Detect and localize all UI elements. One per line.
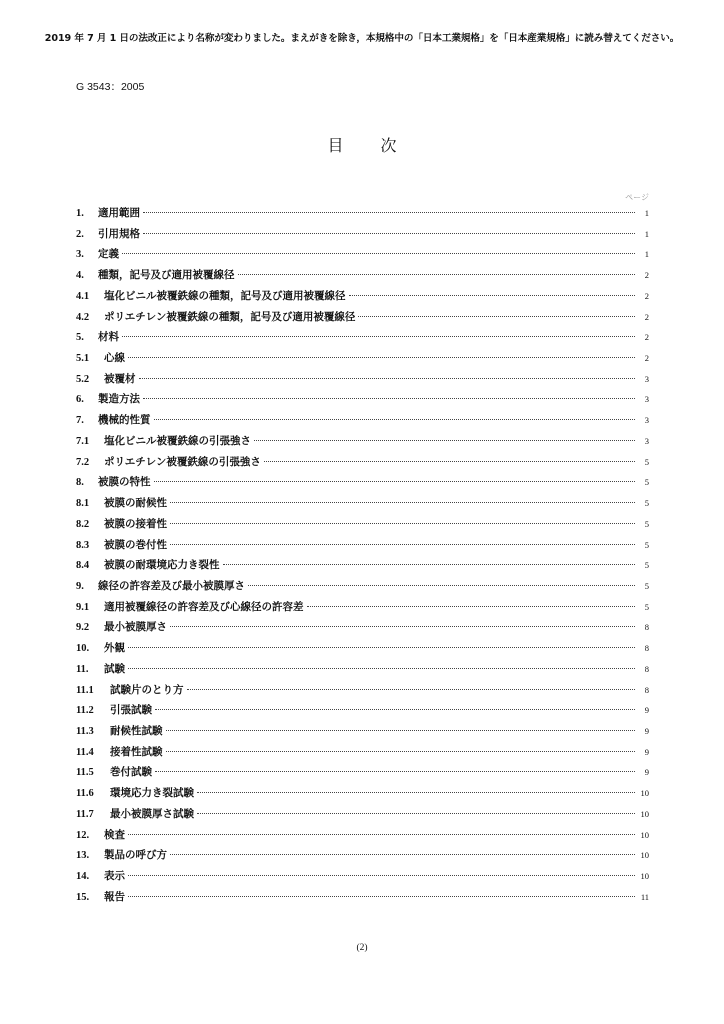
- toc-entry[interactable]: [76, 516, 649, 537]
- toc-entry[interactable]: [76, 371, 649, 392]
- toc-entry-page: 1: [644, 208, 649, 218]
- toc-entry-number: 7.2: [76, 456, 90, 468]
- toc-entry-number: 8.4: [76, 560, 90, 572]
- toc-entry[interactable]: [76, 599, 649, 620]
- toc-entry[interactable]: [76, 785, 649, 806]
- toc-entry[interactable]: [76, 391, 649, 412]
- toc-entry-number: 8.3: [76, 539, 90, 551]
- toc-entry-title: 材料: [98, 331, 119, 344]
- toc-entry[interactable]: [76, 661, 649, 682]
- toc-entry-page: 9: [644, 705, 649, 716]
- toc-leader-dots: [154, 481, 636, 482]
- toc-entry-page: 10: [640, 808, 649, 819]
- toc-entry-title: 外観: [104, 642, 125, 655]
- toc-entry[interactable]: [76, 619, 649, 640]
- toc-entry[interactable]: [76, 827, 649, 848]
- toc-leader-dots: [122, 253, 635, 254]
- toc-leader-dots: [197, 792, 635, 793]
- toc-entry[interactable]: [76, 847, 649, 868]
- toc-entry-number: 12.: [76, 829, 90, 841]
- toc-entry[interactable]: [76, 350, 649, 371]
- toc-entry[interactable]: [76, 744, 649, 765]
- toc-entry-number: 5.2: [76, 373, 90, 385]
- toc-entry-number: 8.2: [76, 518, 90, 530]
- toc-entry-number: 9.2: [76, 622, 90, 634]
- toc-entry-number: 1.: [76, 208, 84, 219]
- toc-entry-page: 5: [644, 498, 649, 509]
- toc-entry-page: 5: [644, 580, 649, 591]
- toc-entry-number: 14.: [76, 871, 90, 882]
- toc-entry-page: 5: [644, 601, 649, 612]
- toc-leader-dots: [170, 523, 635, 524]
- toc-entry-page: 2: [644, 290, 649, 301]
- toc-entry-number: 4.1: [76, 290, 90, 302]
- toc-leader-dots: [128, 875, 635, 876]
- toc-entry-title: 検査: [104, 828, 125, 841]
- toc-leader-dots: [187, 689, 636, 690]
- toc-entry-title: 塩化ビニル被覆鉄線の種類，記号及び適用被覆線径: [104, 289, 346, 302]
- toc-entry-page: 1: [644, 228, 649, 239]
- toc-entry-title: 被膜の耐候性: [104, 497, 167, 510]
- toc-entry-page: 10: [640, 850, 649, 861]
- toc-entry-title: 製品の呼び方: [104, 849, 167, 862]
- toc-leader-dots: [238, 274, 636, 275]
- toc-leader-dots: [307, 606, 636, 607]
- toc-leader-dots: [170, 854, 635, 855]
- toc-entry-title: 適用被覆線径の許容差及び心線径の許容差: [104, 600, 304, 613]
- toc-entry-number: 2.: [76, 228, 84, 240]
- toc-leader-dots: [170, 502, 635, 503]
- toc-leader-dots: [358, 316, 635, 317]
- toc-entry[interactable]: [76, 412, 649, 433]
- toc-entry-number: 11.6: [76, 788, 94, 800]
- toc-entry-title: 適用範囲: [98, 207, 140, 219]
- toc-entry[interactable]: [76, 329, 649, 350]
- toc-entry-number: 8.1: [76, 498, 90, 510]
- toc-entry[interactable]: [76, 267, 649, 288]
- toc-leader-dots: [349, 295, 636, 296]
- toc-entry-title: 種類，記号及び適用被覆線径: [98, 269, 235, 282]
- toc-leader-dots: [166, 730, 636, 731]
- toc-entry-page: 3: [644, 394, 649, 405]
- toc-entry[interactable]: [76, 474, 649, 495]
- toc-entry-title: 製造方法: [98, 393, 140, 406]
- toc-entry-title: 被膜の巻付性: [104, 538, 167, 551]
- toc-entry-title: ポリエチレン被覆鉄線の種類，記号及び適用被覆線径: [104, 310, 356, 323]
- toc-entry-title: 線径の許容差及び最小被膜厚さ: [98, 579, 245, 592]
- toc-entry-title: 引用規格: [98, 227, 140, 240]
- page-column-label: ページ: [625, 193, 649, 202]
- toc-entry[interactable]: [76, 723, 649, 744]
- toc-entry-number: 4.: [76, 270, 84, 282]
- toc-entry[interactable]: [76, 454, 649, 475]
- toc-entry-page: 5: [644, 560, 649, 571]
- toc-entry[interactable]: [76, 682, 649, 703]
- toc-entry-page: 5: [644, 477, 649, 488]
- table-of-contents: [76, 205, 649, 909]
- toc-leader-dots: [264, 461, 635, 462]
- toc-leader-dots: [128, 834, 635, 835]
- toc-entry-title: 塩化ビニル被覆鉄線の引張強さ: [104, 434, 251, 447]
- toc-entry-number: 9.: [76, 580, 84, 592]
- toc-entry-page: 5: [644, 518, 649, 529]
- toc-entry-page: 10: [640, 788, 649, 799]
- toc-entry[interactable]: [76, 868, 649, 889]
- toc-leader-dots: [143, 398, 635, 399]
- toc-entry-title: 最小被膜厚さ: [104, 621, 167, 634]
- toc-entry-page: 8: [644, 643, 649, 654]
- toc-entry-number: 7.1: [76, 435, 90, 447]
- toc-entry-title: 心線: [104, 352, 125, 365]
- toc-entry-title: 巻付試験: [110, 766, 152, 779]
- toc-entry[interactable]: [76, 537, 649, 558]
- toc-entry-number: 7.: [76, 415, 84, 427]
- toc-leader-dots: [139, 378, 636, 379]
- toc-entry-title: 試験: [104, 662, 125, 675]
- toc-leader-dots: [197, 813, 635, 814]
- toc-entry-title: 試験片のとり方: [110, 683, 184, 696]
- toc-entry-title: 被覆材: [104, 372, 136, 385]
- document-number: G 3543：2005: [76, 81, 145, 93]
- toc-entry[interactable]: [76, 226, 649, 247]
- toc-entry[interactable]: [76, 309, 649, 330]
- toc-entry-number: 11.3: [76, 725, 94, 737]
- toc-entry-page: 2: [644, 270, 649, 281]
- toc-entry-page: 9: [644, 725, 649, 736]
- toc-entry[interactable]: [76, 205, 649, 226]
- toc-entry-page: 8: [644, 663, 649, 674]
- toc-entry-page: 10: [640, 829, 649, 840]
- toc-entry[interactable]: [76, 557, 649, 578]
- toc-entry-number: 6.: [76, 394, 84, 406]
- toc-entry[interactable]: [76, 433, 649, 454]
- toc-entry-page: 9: [644, 746, 649, 757]
- toc-entry-title: 機械的性質: [98, 414, 151, 427]
- toc-entry-title: 被膜の耐環境応力き裂性: [104, 559, 220, 572]
- toc-leader-dots: [254, 440, 635, 441]
- toc-entry-page: 3: [644, 435, 649, 446]
- toc-entry-number: 5.: [76, 332, 84, 344]
- toc-entry-page: 8: [644, 622, 649, 633]
- toc-entry-title: 引張試験: [110, 704, 152, 717]
- toc-entry-title: 最小被膜厚さ試験: [110, 807, 194, 820]
- toc-entry-title: 接着性試験: [110, 745, 163, 758]
- toc-leader-dots: [248, 585, 635, 586]
- toc-entry-page: 3: [644, 373, 649, 384]
- toc-entry-page: 3: [644, 415, 649, 426]
- toc-entry[interactable]: [76, 806, 649, 827]
- page-footer-number: (2): [356, 943, 368, 953]
- toc-entry-page: 9: [644, 767, 649, 778]
- toc-leader-dots: [143, 212, 635, 213]
- toc-leader-dots: [128, 647, 635, 648]
- toc-leader-dots: [155, 771, 635, 772]
- toc-entry-page: 5: [644, 456, 649, 467]
- toc-entry[interactable]: [76, 702, 649, 723]
- toc-leader-dots: [128, 357, 635, 358]
- toc-entry[interactable]: [76, 495, 649, 516]
- law-change-notice: 2019 年 7 月 1 日の法改正により名称が変わりました。まえがきを除き，本規格中の「日本工業規格」を「日本産業規格」に読み替えてください。: [44, 33, 680, 44]
- toc-entry[interactable]: [76, 640, 649, 661]
- toc-entry-number: 9.1: [76, 601, 90, 613]
- toc-entry-number: 8.: [76, 477, 84, 489]
- toc-entry-title: 環境応力き裂試験: [110, 787, 194, 800]
- toc-entry-title: 耐候性試験: [110, 724, 163, 737]
- toc-entry-number: 13.: [76, 850, 90, 862]
- toc-entry-number: 15.: [76, 891, 90, 903]
- toc-entry-page: 2: [644, 332, 649, 343]
- toc-entry-number: 11.4: [76, 746, 94, 758]
- toc-leader-dots: [128, 896, 635, 897]
- toc-entry[interactable]: [76, 578, 649, 599]
- toc-leader-dots: [170, 626, 635, 627]
- toc-entry-title: 定義: [98, 248, 119, 261]
- toc-entry-number: 11.: [76, 663, 89, 675]
- toc-leader-dots: [166, 751, 636, 752]
- toc-entry-page: 2: [644, 311, 649, 322]
- toc-entry-number: 11.1: [76, 684, 94, 696]
- toc-entry-title: 被膜の特性: [98, 476, 151, 489]
- toc-entry-number: 11.7: [76, 808, 94, 820]
- toc-entry-page: 11: [640, 891, 649, 902]
- page-title: 目 次: [327, 136, 413, 155]
- toc-leader-dots: [170, 544, 635, 545]
- toc-entry-page: 8: [644, 684, 649, 695]
- toc-entry-number: 10.: [76, 643, 90, 655]
- toc-entry-number: 5.1: [76, 353, 90, 365]
- toc-entry[interactable]: [76, 246, 649, 267]
- toc-entry[interactable]: [76, 764, 649, 785]
- toc-entry-number: 11.5: [76, 767, 94, 779]
- toc-leader-dots: [155, 709, 635, 710]
- toc-entry-page: 5: [644, 539, 649, 550]
- toc-leader-dots: [128, 668, 635, 669]
- toc-entry-page: 1: [644, 249, 649, 260]
- toc-leader-dots: [223, 564, 636, 565]
- toc-entry[interactable]: [76, 889, 649, 910]
- toc-entry[interactable]: [76, 288, 649, 309]
- toc-leader-dots: [143, 233, 635, 234]
- toc-leader-dots: [122, 336, 635, 337]
- toc-entry-page: 2: [644, 353, 649, 364]
- toc-entry-number: 4.2: [76, 311, 90, 323]
- toc-entry-title: 被膜の接着性: [104, 517, 167, 530]
- toc-entry-page: 10: [640, 871, 649, 881]
- toc-leader-dots: [154, 419, 636, 420]
- toc-entry-number: 11.2: [76, 705, 94, 717]
- toc-entry-number: 3.: [76, 249, 84, 261]
- toc-entry-title: ポリエチレン被覆鉄線の引張強さ: [104, 455, 261, 468]
- toc-entry-title: 表示: [104, 870, 125, 882]
- toc-entry-title: 報告: [104, 890, 125, 903]
